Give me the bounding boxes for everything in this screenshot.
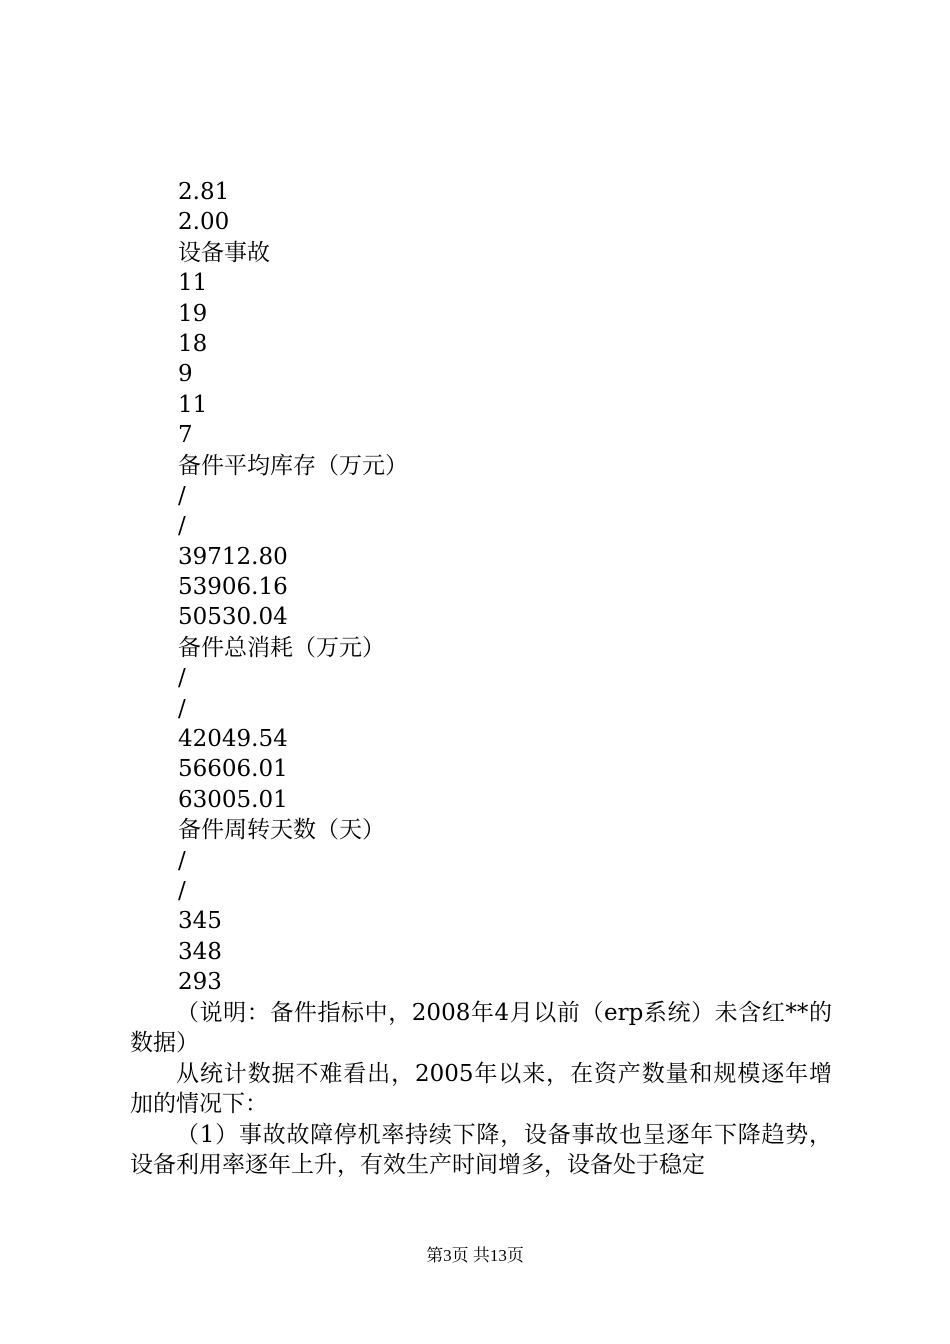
data-line: 39712.80 [178,543,288,570]
body-text [130,998,832,1180]
note-paragraph: （说明：备件指标中，2008年4月以前（erp系统）未含红**的数据） [130,1000,832,1057]
data-line: / [178,665,186,692]
data-line: 293 [178,969,222,996]
data-line: 2.00 [178,209,230,236]
data-line: 19 [178,300,208,327]
data-line: 7 [178,422,193,449]
data-line: / [178,877,186,904]
data-line: 备件周转天数（天） [178,817,385,844]
data-line: 63005.01 [178,786,288,813]
data-line: / [178,513,186,540]
data-line: 56606.01 [178,756,288,783]
table-data-column [178,177,838,998]
data-line: 18 [178,330,208,357]
data-line: 50530.04 [178,604,288,631]
analysis-paragraph: 从统计数据不难看出，2005年以来，在资产数量和规模逐年增加的情况下： [130,1060,832,1118]
data-line: 11 [178,270,208,297]
data-line: / [178,482,186,509]
data-line: / [178,847,186,874]
data-line: 设备事故 [178,239,270,266]
data-line: 348 [178,938,222,965]
page-footer: 第3页 共13页 [426,1246,524,1265]
data-line: 11 [178,391,208,418]
finding-paragraph: （1）事故故障停机率持续下降，设备事故也呈逐年下降趋势，设备利用率逐年上升，有效生产时间增多，设备处于稳定 [130,1121,832,1179]
data-line: / [178,695,186,722]
data-line: 53906.16 [178,574,288,601]
data-line: 9 [178,361,193,388]
data-line: 2.81 [178,179,230,205]
data-line: 备件平均库存（万元） [178,452,408,479]
data-line: 42049.54 [178,726,288,753]
data-line: 备件总消耗（万元） [178,634,385,661]
data-line: 345 [178,908,222,935]
